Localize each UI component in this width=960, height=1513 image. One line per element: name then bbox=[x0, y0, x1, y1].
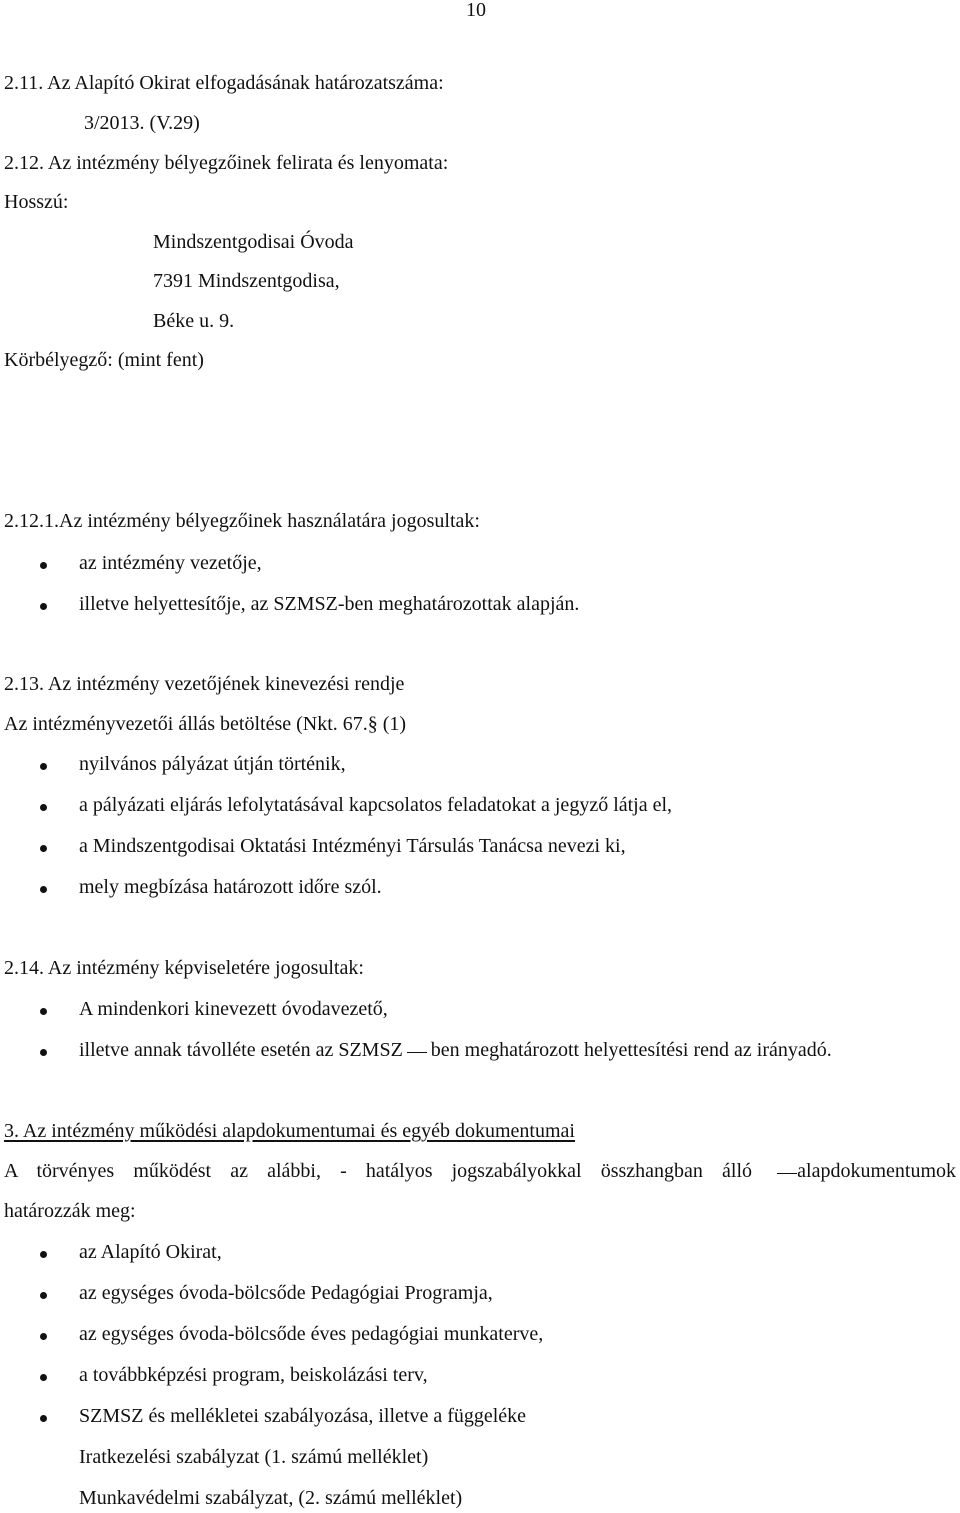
bullet bbox=[40, 562, 47, 569]
bullet bbox=[40, 1333, 47, 1340]
paragraph-part: alapdokumentumok bbox=[797, 1160, 957, 1182]
bullet bbox=[40, 1374, 47, 1381]
list-item bbox=[79, 1038, 832, 1062]
sub-list-item: Munkavédelmi szabályzat, (2. számú melléklet) bbox=[79, 1487, 463, 1509]
list-item: az Alapító Okirat, bbox=[79, 1241, 222, 1263]
bullet bbox=[40, 1292, 47, 1299]
paragraph-part: A törvényes működést az alábbi, - hatályos jogszabályokkal összhangban álló bbox=[4, 1160, 753, 1182]
sub-list-item: Iratkezelési szabályzat (1. számú melléklet) bbox=[79, 1446, 429, 1468]
stamp-line: Béke u. 9. bbox=[153, 310, 235, 332]
resolution-number: 3/2013. (V.29) bbox=[84, 112, 200, 134]
bullet bbox=[40, 1049, 47, 1056]
dash bbox=[777, 1173, 797, 1174]
list-item: illetve helyettesítője, az SZMSZ-ben meghatározottak alapján. bbox=[79, 593, 580, 615]
stamp-line: Mindszentgodisai Óvoda bbox=[153, 231, 354, 253]
section-3-heading: 3. Az intézmény működési alapdokumentumai és egyéb dokumentumai bbox=[4, 1120, 575, 1142]
stamp-line: 7391 Mindszentgodisa, bbox=[153, 270, 340, 292]
list-item: a pályázati eljárás lefolytatásával kapcsolatos feladatokat a jegyző látja el, bbox=[79, 794, 673, 816]
list-item: a Mindszentgodisai Oktatási Intézményi Társulás Tanácsa nevezi ki, bbox=[79, 835, 626, 857]
section-2-12-heading: 2.12. Az intézmény bélyegzőinek felirata és lenyomata: bbox=[4, 152, 449, 174]
bullet bbox=[40, 763, 47, 770]
list-item: az egységes óvoda-bölcsőde Pedagógiai Programja, bbox=[79, 1282, 493, 1304]
list-item: az intézmény vezetője, bbox=[79, 552, 262, 574]
list-item-part: illetve annak távolléte esetén az SZMSZ bbox=[79, 1039, 403, 1061]
list-item: mely megbízása határozott időre szól. bbox=[79, 876, 382, 898]
section-3-paragraph-line bbox=[4, 1159, 956, 1183]
page-number: 10 bbox=[466, 0, 486, 21]
bullet bbox=[40, 603, 47, 610]
bullet bbox=[40, 886, 47, 893]
section-2-13-intro: Az intézményvezetői állás betöltése (Nkt. 67.§ (1) bbox=[4, 713, 407, 735]
list-item: A mindenkori kinevezett óvodavezető, bbox=[79, 998, 388, 1020]
round-stamp-label: Körbélyegző: (mint fent) bbox=[4, 349, 204, 371]
section-2-14-heading: 2.14. Az intézmény képviseletére jogosultak: bbox=[4, 957, 364, 979]
list-item-part: ben meghatározott helyettesítési rend az irányadó. bbox=[430, 1039, 832, 1061]
list-item: az egységes óvoda-bölcsőde éves pedagógiai munkaterve, bbox=[79, 1323, 544, 1345]
bullet bbox=[40, 1415, 47, 1422]
bullet bbox=[40, 1251, 47, 1258]
section-2-12-1-heading: 2.12.1.Az intézmény bélyegzőinek használatára jogosultak: bbox=[4, 510, 480, 532]
section-3-paragraph-line: határozzák meg: bbox=[4, 1200, 136, 1222]
list-item: a továbbképzési program, beiskolázási terv, bbox=[79, 1364, 428, 1386]
bullet bbox=[40, 1008, 47, 1015]
section-2-11-heading: 2.11. Az Alapító Okirat elfogadásának határozatszáma: bbox=[4, 72, 444, 94]
long-stamp-label: Hosszú: bbox=[4, 191, 69, 213]
bullet bbox=[40, 804, 47, 811]
list-item: nyilvános pályázat útján történik, bbox=[79, 753, 346, 775]
list-item: SZMSZ és mellékletei szabályozása, illetve a függeléke bbox=[79, 1405, 527, 1427]
bullet bbox=[40, 845, 47, 852]
section-2-13-heading: 2.13. Az intézmény vezetőjének kinevezési rendje bbox=[4, 673, 405, 695]
dash bbox=[407, 1052, 427, 1053]
